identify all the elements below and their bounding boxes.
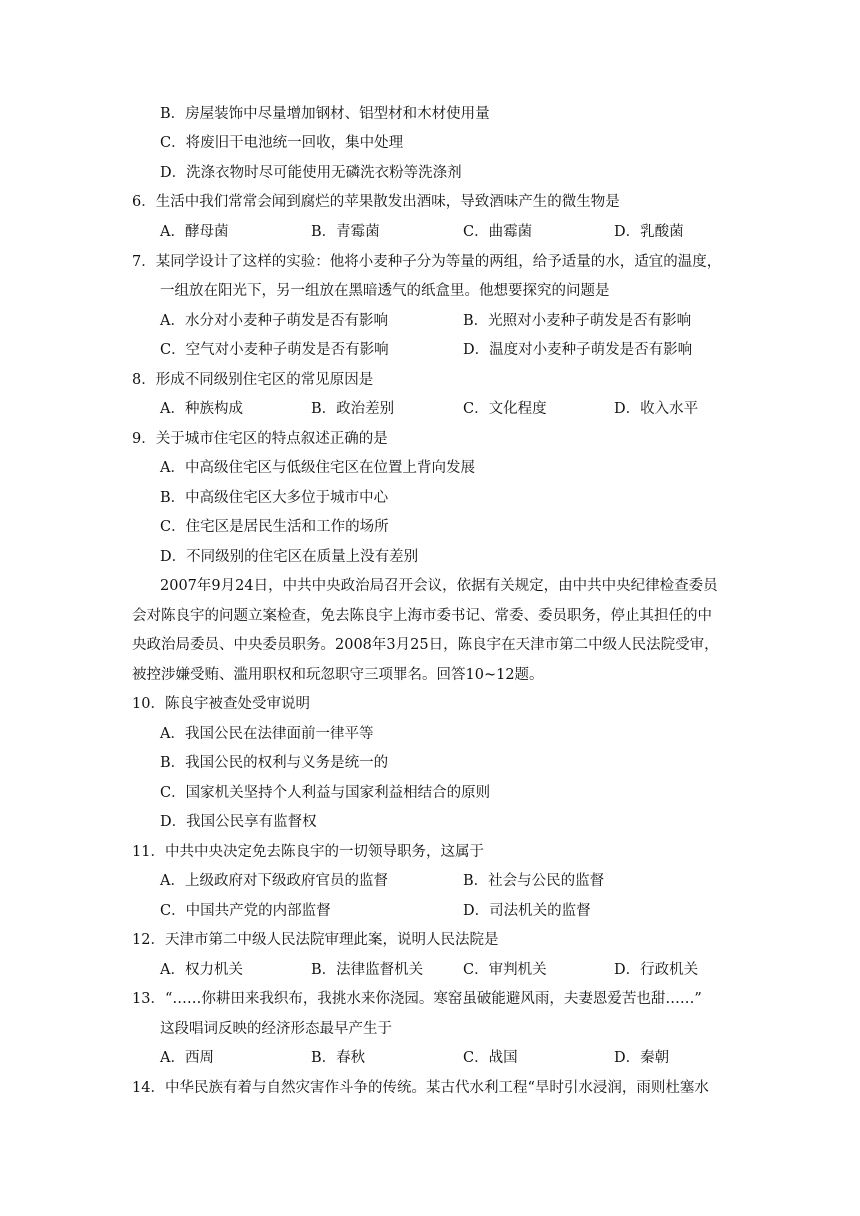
q11-option-d: D．司法机关的监督	[463, 903, 591, 919]
q13-option-a: A．西周	[160, 1050, 214, 1066]
q13-option-d: D．秦朝	[614, 1050, 670, 1066]
q6-option-d: D．乳酸菌	[614, 224, 684, 240]
q7-option-a: A．水分对小麦种子萌发是否有影响	[160, 313, 388, 329]
q10-stem: 10．陈良宇被查处受审说明	[132, 696, 310, 712]
q10-option-d: D．我国公民享有监督权	[160, 814, 317, 830]
q9-option-d: D．不同级别的住宅区在质量上没有差别	[160, 549, 419, 565]
passage-line-2: 会对陈良宇的问题立案检查，免去陈良宇上海市委书记、常委、委员职务，停止其担任的中	[132, 608, 712, 624]
q5-option-c: C．将废旧干电池统一回收，集中处理	[160, 135, 404, 151]
q14-stem-line1: 14．中华民族有着与自然灾害作斗争的传统。某古代水利工程“旱时引水浸润，雨则杜塞水	[132, 1080, 709, 1096]
q6-option-b: B．青霉菌	[311, 224, 380, 240]
q13-option-b: B．春秋	[311, 1050, 366, 1066]
q9-stem: 9．关于城市住宅区的特点叙述正确的是	[132, 431, 388, 447]
q7-option-b: B．光照对小麦种子萌发是否有影响	[463, 313, 692, 329]
q5-option-d: D．洗涤衣物时尽可能使用无磷洗衣粉等洗涤剂	[160, 165, 462, 181]
q10-option-a: A．我国公民在法律面前一律平等	[160, 726, 374, 742]
q5-option-b: B．房屋装饰中尽量增加钢材、铝型材和木材使用量	[160, 106, 490, 122]
q11-option-c: C．中国共产党的内部监督	[160, 903, 331, 919]
q7-option-c: C．空气对小麦种子萌发是否有影响	[160, 342, 389, 358]
q10-option-b: B．我国公民的权利与义务是统一的	[160, 755, 389, 771]
q6-option-c: C．曲霉菌	[463, 224, 533, 240]
q9-option-c: C．住宅区是居民生活和工作的场所	[160, 519, 389, 535]
q9-option-a: A．中高级住宅区与低级住宅区在位置上背向发展	[160, 460, 475, 476]
q12-option-a: A．权力机关	[160, 962, 243, 978]
q10-option-c: C．国家机关坚持个人利益与国家利益相结合的原则	[160, 785, 491, 801]
q9-option-b: B．中高级住宅区大多位于城市中心	[160, 490, 389, 506]
q6-stem: 6．生活中我们常常会闻到腐烂的苹果散发出酒味，导致酒味产生的微生物是	[132, 194, 620, 210]
q12-option-b: B．法律监督机关	[311, 962, 424, 978]
passage-line-3: 央政治局委员、中央委员职务。2008年3月25日，陈良宇在天津市第二中级人民法院受审，	[132, 637, 719, 653]
q8-stem: 8．形成不同级别住宅区的常见原因是	[132, 372, 374, 388]
q11-stem: 11．中共中央决定免去陈良宇的一切领导职务，这属于	[132, 844, 484, 860]
q8-option-b: B．政治差别	[311, 401, 395, 417]
q11-option-a: A．上级政府对下级政府官员的监督	[160, 873, 388, 889]
q12-option-c: C．审判机关	[463, 962, 547, 978]
q13-stem-line2: 这段唱词反映的经济形态最早产生于	[160, 1021, 392, 1037]
q11-option-b: B．社会与公民的监督	[463, 873, 605, 889]
q12-option-d: D．行政机关	[614, 962, 699, 978]
q12-stem: 12．天津市第二中级人民法院审理此案，说明人民法院是	[132, 932, 499, 948]
q8-option-d: D．收入水平	[614, 401, 699, 417]
q6-option-a: A．酵母菌	[160, 224, 229, 240]
q8-option-c: C．文化程度	[463, 401, 547, 417]
q13-stem-line1: 13．“……你耕田来我织布，我挑水来你浇园。寒窑虽破能避风雨，夫妻恩爱苦也甜……”	[132, 991, 702, 1007]
q13-option-c: C．战国	[463, 1050, 518, 1066]
q8-option-a: A．种族构成	[160, 401, 243, 417]
passage-line-4: 被控涉嫌受贿、滥用职权和玩忽职守三项罪名。回答10~12题。	[132, 667, 544, 683]
q7-option-d: D．温度对小麦种子萌发是否有影响	[463, 342, 693, 358]
q7-stem-line1: 7．某同学设计了这样的实验：他将小麦种子分为等量的两组，给予适量的水，适宜的温度，	[132, 254, 722, 270]
passage-line-1: 2007年9月24日，中共中央政治局召开会议，依据有关规定，由中共中央纪律检查委员	[160, 578, 718, 594]
q7-stem-line2: 一组放在阳光下，另一组放在黑暗透气的纸盒里。他想要探究的问题是	[160, 283, 610, 299]
